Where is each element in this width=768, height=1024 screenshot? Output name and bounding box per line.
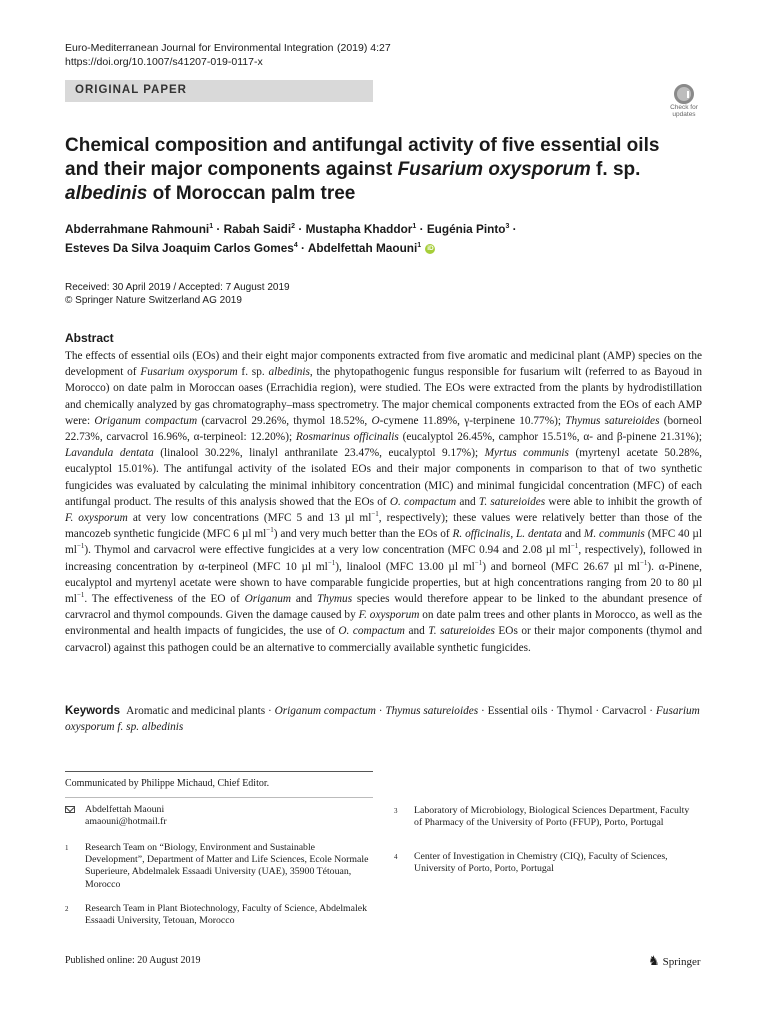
abstract-text: ). Thymol and carvacrol were effective fungicides at a very low concentration (MFC 0.94 and 2.08 µl ml	[84, 544, 571, 557]
envelope-icon	[65, 806, 75, 813]
publisher-name: Springer	[662, 956, 701, 968]
abstract-text: (linalool 30.22%, linalyl anthranilate 23.47%, eucalyptol 9.17%);	[153, 447, 485, 460]
article-type-label: ORIGINAL PAPER	[75, 84, 187, 96]
article-type-badge	[65, 80, 373, 102]
abstract-text: -cymene 11.89%, γ-terpinene 10.77%);	[379, 414, 566, 427]
abstract-text: (borneol 22.73%, carvacrol 16.96%, α-terpineol: 12.20%);	[65, 414, 702, 444]
abstract-italic-text: Origanum	[244, 593, 292, 606]
author-name[interactable]: Rabah Saidi	[223, 222, 292, 236]
abstract-text: ) and very much better than the EOs of	[273, 528, 453, 541]
affiliation-text: Laboratory of Microbiology, Biological Sciences Department, Faculty of Pharmacy of the University of Porto (FFUP), Porto, Portugal	[414, 805, 690, 829]
abstract-text: f. sp.	[237, 366, 269, 379]
abstract-text: (carvacrol 29.26%, thymol 18.52%,	[197, 414, 372, 427]
abstract-italic-text: F. oxysporum	[358, 609, 420, 622]
abstract-superscript: −1	[474, 558, 483, 567]
abstract-text: ). α-Pinene, eucalyptol and myrtenyl acetate were shown to have comparable fungicide properties, but at high concentrations ranging from 20 to 80 µl ml	[65, 560, 702, 606]
author-name[interactable]: Abdelfettah Maouni	[307, 241, 418, 255]
abstract-text: (MFC 40 µl ml	[65, 528, 702, 557]
check-for-updates-button[interactable]	[665, 84, 703, 122]
affiliation-number: 1	[65, 844, 69, 852]
affiliation-number: 2	[65, 905, 69, 913]
abstract-text: (eucalyptol 26.45%, camphor 15.51%, α- and β-pinene 21.31%);	[398, 431, 703, 444]
author-affiliation-mark: 1	[209, 223, 214, 231]
author-affiliation-mark: 2	[291, 223, 296, 231]
keyword-separator: ·	[378, 705, 383, 717]
author-list	[65, 220, 705, 258]
abstract-italic-text: L. dentata	[516, 528, 562, 541]
abstract-text: ,	[510, 528, 516, 541]
abstract-italic-text: O. compactum	[338, 625, 405, 638]
keyword-separator: ·	[649, 705, 654, 717]
communicated-by-note: Communicated by Philippe Michaud, Chief Editor.	[65, 778, 270, 789]
abstract-text: were able to inhibit the growth of	[545, 495, 702, 508]
author-name[interactable]: Abderrahmane Rahmouni	[65, 222, 210, 236]
keyword-item: Aromatic and medicinal plants	[126, 705, 266, 717]
affiliation-number: 4	[394, 853, 398, 861]
keyword-separator: ·	[267, 705, 272, 717]
published-date: Published online: 20 August 2019	[65, 955, 201, 966]
paper-title	[65, 134, 665, 206]
abstract-italic-text: R. officinalis	[452, 528, 511, 541]
author-name[interactable]: Eugénia Pinto	[426, 222, 506, 236]
abstract-text: and	[561, 528, 584, 541]
abstract-body	[65, 348, 702, 656]
abstract-italic-text: Lavandula dentata	[65, 447, 154, 460]
abstract-superscript: −1	[266, 526, 274, 535]
affiliation-number: 3	[394, 807, 398, 815]
received-accepted-dates: Received: 30 April 2019 / Accepted: 7 August 2019	[65, 282, 290, 293]
abstract-text: ) and borneol (MFC 26.67 µl ml	[482, 560, 640, 573]
abstract-italic-text: albedinis	[268, 366, 310, 379]
journal-volume: (2019) 4:27	[337, 42, 391, 54]
abstract-text: . The effectiveness of the EO of	[84, 593, 245, 606]
abstract-italic-text: O	[371, 414, 380, 427]
footnote-divider-light	[65, 797, 373, 798]
abstract-text: at very low concentrations (MFC 5 and 13 µl ml	[127, 512, 372, 525]
keywords-heading: Keywords	[65, 705, 120, 717]
affiliation-text: Center of Investigation in Chemistry (CIQ), Faculty of Sciences, University of Porto, Porto, Portugal	[414, 851, 668, 875]
author-separator: ·	[216, 222, 221, 236]
author-affiliation-mark: 4	[293, 242, 298, 250]
check-updates-icon	[674, 84, 694, 104]
abstract-heading: Abstract	[65, 331, 114, 345]
publisher-logo	[648, 953, 701, 969]
abstract-italic-text: Rosmarinus officinalis	[295, 431, 399, 444]
keyword-separator: ·	[595, 705, 600, 717]
affiliation-text: Research Team in Plant Biotechnology, Faculty of Science, Abdelmalek Essaadi University, Tetouan, Morocco	[85, 903, 367, 927]
author-affiliation-mark: 1	[417, 242, 422, 250]
keyword-item: Essential oils	[487, 705, 548, 717]
abstract-text: and	[456, 495, 479, 508]
abstract-text: species would therefore appear to be linked to the abundant presence of carvracrol and thymol compounds. Given the damage caused by	[65, 593, 702, 622]
abstract-text: ), linalool (MFC 13.00 µl ml	[335, 560, 475, 573]
keyword-item: Thymol	[556, 705, 593, 717]
keyword-separator: ·	[480, 705, 485, 717]
abstract-superscript: −1	[570, 542, 579, 551]
abstract-superscript: −1	[371, 510, 379, 519]
title-text: f. sp.	[590, 159, 641, 180]
abstract-superscript: −1	[76, 542, 85, 551]
abstract-italic-text: Origanum compactum	[94, 414, 198, 427]
check-updates-label: Check for updates	[670, 104, 698, 118]
abstract-superscript: −1	[327, 558, 336, 567]
abstract-text: and	[404, 625, 429, 638]
abstract-italic-text: O. compactum	[389, 495, 457, 508]
title-italic: Fusarium oxysporum	[397, 159, 591, 180]
keyword-item: Thymus satureioides	[385, 705, 479, 717]
abstract-text: and	[291, 593, 317, 606]
abstract-text: The effects of essential oils (EOs) and their eight major components extracted from five aromatic and medicinal plant (AMP) species on the development of	[65, 350, 702, 379]
abstract-italic-text: M. communis	[583, 528, 645, 541]
author-name[interactable]: Esteves Da Silva Joaquim Carlos Gomes	[65, 241, 294, 255]
author-affiliation-mark: 1	[412, 223, 417, 231]
abstract-italic-text: Fusarium oxysporum	[140, 366, 238, 379]
keywords-list	[65, 705, 700, 733]
footnote-divider	[65, 771, 373, 772]
abstract-superscript: −1	[639, 558, 648, 567]
keyword-item: Fusarium oxysporum f. sp. albedinis	[65, 705, 700, 734]
abstract-italic-text: Myrtus communis	[484, 447, 569, 460]
title-text: Chemical composition and antifungal activity of five essential oils and their major components against	[65, 135, 660, 180]
author-separator: ·	[301, 241, 305, 255]
abstract-text: , the phytopathogenic fungus responsible for fusarium wilt (referred to as Bayoud in Morocco) on date palm in Moroccan oases (Errachidia region), were studied. The EOs were extracted from the plants by hydrodistillation and chemically analyzed by gas chromatography–mass spectrometry. The major chemical components extracted from the EOs of each AMP were:	[65, 366, 702, 427]
orcid-icon[interactable]: iD	[427, 244, 434, 252]
keyword-separator: ·	[550, 705, 555, 717]
author-separator: ·	[512, 222, 517, 236]
abstract-superscript: −1	[76, 591, 85, 600]
abstract-italic-text: F. oxysporum	[65, 512, 128, 525]
springer-horse-icon: ♞	[648, 953, 660, 968]
keywords-section	[65, 703, 702, 735]
abstract-italic-text: T. satureioides	[428, 625, 495, 638]
copyright-notice: © Springer Nature Switzerland AG 2019	[65, 295, 242, 306]
keyword-item: Origanum compactum	[274, 705, 376, 717]
abstract-text: , respectively), followed in increasing concentration by α-terpineol (MFC 10 µl ml	[65, 544, 703, 573]
author-separator: ·	[419, 222, 424, 236]
article-dates	[65, 281, 290, 307]
affiliation-text: Research Team on “Biology, Environment and Sustainable Development”, Department of Matter and Life Sciences, Ecole Normale Superieure, Abdelmalek Essaadi University (UAE), 35900 Tétouan, Morocco	[85, 842, 369, 890]
affiliation-1	[65, 842, 373, 892]
journal-name	[65, 42, 391, 55]
abstract-italic-text: Thymus	[316, 593, 353, 606]
author-separator: ·	[298, 222, 303, 236]
abstract-italic-text: T. satureioides	[478, 495, 546, 508]
keyword-item: Carvacrol	[601, 705, 647, 717]
abstract-text: , respectively); these values were relatively better than those of the mancozeb synthetic fungicide (MFC 6 µl ml	[65, 512, 702, 541]
title-text: of Moroccan palm tree	[147, 183, 356, 204]
corresponding-author-name: Abdelfettah Maouni	[85, 804, 165, 815]
abstract-text: EOs or their major components (thymol and carvacrol) against this pathogen could be an alternative to commercially available synthetic fungicides.	[65, 625, 703, 654]
author-affiliation-mark: 3	[505, 223, 510, 231]
author-name[interactable]: Mustapha Khaddor	[305, 222, 413, 236]
corresponding-author-email[interactable]: amaouni@hotmail.fr	[85, 816, 167, 827]
journal-title: Euro-Mediterranean Journal for Environmental Integration	[65, 42, 334, 54]
abstract-text: (myrtenyl acetate 50.28%, eucalyptol 15.01%). The antifungal activity of the isolated EOs and their major components in comparison to that of two synthetic fungicides was evaluated by calculating the minimal inhibitory concentration (MIC) and minimal fungicidal concentration (MFC) of each antifungal product. The results of this analysis showed that the EOs of	[65, 447, 703, 508]
abstract-text: on date palm trees and other plants in Morocco, as well as the environmental and health impacts of fungicides, the use of	[65, 609, 703, 638]
doi-link[interactable]: https://doi.org/10.1007/s41207-019-0117-x	[65, 56, 263, 68]
title-italic: albedinis	[65, 183, 148, 204]
abstract-italic-text: Thymus satureioides	[565, 414, 660, 427]
